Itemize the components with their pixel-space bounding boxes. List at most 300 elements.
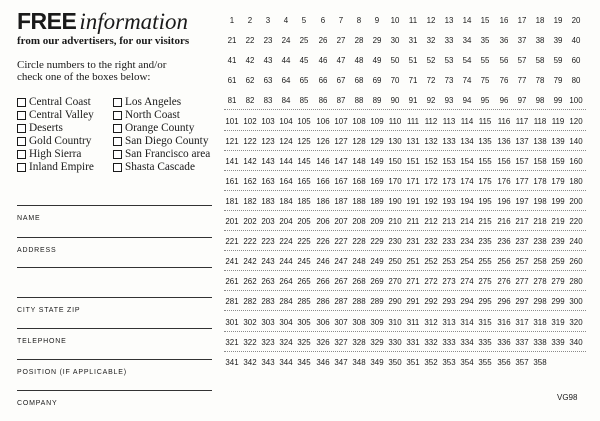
number-83[interactable]: 83 (263, 95, 273, 106)
number-196[interactable]: 196 (496, 195, 511, 206)
number-64[interactable]: 64 (281, 75, 291, 86)
number-146[interactable]: 146 (315, 155, 330, 166)
number-255[interactable]: 255 (478, 256, 492, 267)
number-175[interactable]: 175 (478, 175, 492, 186)
number-286[interactable]: 286 (315, 296, 330, 307)
number-149[interactable]: 149 (370, 155, 384, 166)
number-164[interactable]: 164 (279, 175, 293, 186)
number-94[interactable]: 94 (462, 95, 472, 106)
number-107[interactable]: 107 (333, 115, 348, 126)
number-12[interactable]: 12 (426, 15, 436, 25)
number-206[interactable]: 206 (315, 216, 330, 226)
number-114[interactable]: 114 (460, 115, 474, 126)
number-248[interactable]: 248 (352, 256, 366, 267)
number-157[interactable]: 157 (514, 155, 529, 166)
number-312[interactable]: 312 (424, 316, 438, 327)
number-274[interactable]: 274 (460, 276, 474, 287)
number-358[interactable]: 358 (533, 356, 547, 367)
number-275[interactable]: 275 (478, 276, 492, 287)
number-289[interactable]: 289 (370, 296, 384, 307)
number-162[interactable]: 162 (243, 175, 257, 186)
number-283[interactable]: 283 (261, 296, 275, 307)
number-62[interactable]: 62 (245, 75, 255, 86)
number-13[interactable]: 13 (444, 15, 454, 25)
number-323[interactable]: 323 (261, 336, 275, 347)
number-254[interactable]: 254 (460, 256, 474, 267)
number-208[interactable]: 208 (352, 216, 366, 226)
number-276[interactable]: 276 (496, 276, 511, 287)
number-219[interactable]: 219 (551, 216, 565, 226)
number-108[interactable]: 108 (352, 115, 366, 126)
number-63[interactable]: 63 (263, 75, 273, 86)
checkbox[interactable] (17, 124, 26, 133)
number-19[interactable]: 19 (553, 15, 563, 25)
checkbox[interactable] (113, 163, 122, 172)
number-143[interactable]: 143 (261, 155, 275, 166)
number-8[interactable]: 8 (356, 15, 361, 25)
number-193[interactable]: 193 (442, 195, 456, 206)
number-80[interactable]: 80 (571, 75, 581, 86)
number-47[interactable]: 47 (336, 55, 345, 66)
number-27[interactable]: 27 (336, 35, 345, 46)
number-187[interactable]: 187 (333, 195, 348, 206)
number-76[interactable]: 76 (499, 75, 508, 86)
number-152[interactable]: 152 (424, 155, 438, 166)
number-326[interactable]: 326 (315, 336, 330, 347)
number-291[interactable]: 291 (406, 296, 420, 307)
number-357[interactable]: 357 (514, 356, 529, 367)
number-131[interactable]: 131 (406, 135, 420, 146)
number-17[interactable]: 17 (517, 15, 526, 25)
number-212[interactable]: 212 (424, 216, 438, 226)
number-339[interactable]: 339 (551, 336, 565, 347)
number-320[interactable]: 320 (569, 316, 583, 327)
region-option[interactable] (113, 161, 195, 173)
number-239[interactable]: 239 (551, 236, 565, 247)
number-172[interactable]: 172 (424, 175, 438, 186)
number-259[interactable]: 259 (551, 256, 565, 267)
number-116[interactable]: 116 (497, 115, 510, 126)
number-120[interactable]: 120 (569, 115, 583, 126)
number-309[interactable]: 309 (370, 316, 384, 327)
number-222[interactable]: 222 (243, 236, 257, 247)
number-329[interactable]: 329 (370, 336, 384, 347)
number-355[interactable]: 355 (478, 356, 492, 367)
number-201[interactable]: 201 (225, 216, 239, 226)
number-141[interactable]: 141 (225, 155, 239, 166)
number-148[interactable]: 148 (352, 155, 366, 166)
number-242[interactable]: 242 (243, 256, 257, 267)
number-252[interactable]: 252 (424, 256, 438, 267)
number-53[interactable]: 53 (444, 55, 454, 66)
number-246[interactable]: 246 (315, 256, 330, 267)
number-267[interactable]: 267 (333, 276, 348, 287)
number-160[interactable]: 160 (569, 155, 583, 166)
number-124[interactable]: 124 (279, 135, 293, 146)
number-70[interactable]: 70 (390, 75, 400, 86)
number-282[interactable]: 282 (243, 296, 257, 307)
number-263[interactable]: 263 (261, 276, 275, 287)
number-151[interactable]: 151 (406, 155, 420, 166)
number-297[interactable]: 297 (514, 296, 529, 307)
number-340[interactable]: 340 (569, 336, 583, 347)
region-option[interactable] (113, 148, 210, 160)
number-213[interactable]: 213 (442, 216, 456, 226)
number-30[interactable]: 30 (390, 35, 400, 46)
number-281[interactable]: 281 (225, 296, 239, 307)
number-223[interactable]: 223 (261, 236, 275, 247)
region-option[interactable] (113, 96, 181, 108)
number-305[interactable]: 305 (297, 316, 311, 327)
number-139[interactable]: 139 (551, 135, 565, 146)
region-option[interactable] (113, 122, 194, 134)
number-181[interactable]: 181 (225, 195, 239, 206)
number-352[interactable]: 352 (424, 356, 438, 367)
number-257[interactable]: 257 (514, 256, 529, 267)
number-185[interactable]: 185 (297, 195, 311, 206)
number-244[interactable]: 244 (279, 256, 293, 267)
number-264[interactable]: 264 (279, 276, 293, 287)
number-345[interactable]: 345 (297, 356, 311, 367)
number-79[interactable]: 79 (553, 75, 563, 86)
region-option[interactable] (17, 96, 91, 108)
number-112[interactable]: 112 (424, 115, 438, 126)
number-207[interactable]: 207 (333, 216, 348, 226)
number-202[interactable]: 202 (243, 216, 257, 226)
number-247[interactable]: 247 (333, 256, 348, 267)
number-117[interactable]: 117 (515, 115, 528, 126)
number-69[interactable]: 69 (372, 75, 382, 86)
number-348[interactable]: 348 (352, 356, 366, 367)
number-125[interactable]: 125 (297, 135, 311, 146)
number-249[interactable]: 249 (370, 256, 384, 267)
checkbox[interactable] (113, 111, 122, 120)
number-288[interactable]: 288 (352, 296, 366, 307)
position-line[interactable] (17, 359, 212, 360)
number-155[interactable]: 155 (478, 155, 492, 166)
number-245[interactable]: 245 (297, 256, 311, 267)
number-165[interactable]: 165 (297, 175, 311, 186)
number-203[interactable]: 203 (261, 216, 275, 226)
number-228[interactable]: 228 (352, 236, 366, 247)
number-159[interactable]: 159 (551, 155, 565, 166)
number-91[interactable]: 91 (408, 95, 418, 106)
number-103[interactable]: 103 (261, 115, 275, 126)
number-60[interactable]: 60 (571, 55, 581, 66)
number-65[interactable]: 65 (299, 75, 309, 86)
number-216[interactable]: 216 (496, 216, 511, 226)
number-194[interactable]: 194 (460, 195, 474, 206)
number-229[interactable]: 229 (370, 236, 384, 247)
number-346[interactable]: 346 (315, 356, 330, 367)
checkbox[interactable] (17, 150, 26, 159)
name-line[interactable] (17, 205, 212, 206)
number-35[interactable]: 35 (480, 35, 490, 46)
number-251[interactable]: 251 (406, 256, 420, 267)
region-option[interactable] (17, 161, 94, 173)
number-2[interactable]: 2 (247, 15, 253, 25)
number-93[interactable]: 93 (444, 95, 454, 106)
number-169[interactable]: 169 (370, 175, 384, 186)
number-227[interactable]: 227 (333, 236, 348, 247)
number-158[interactable]: 158 (533, 155, 547, 166)
number-122[interactable]: 122 (243, 135, 257, 146)
number-240[interactable]: 240 (569, 236, 583, 247)
number-183[interactable]: 183 (261, 195, 275, 206)
number-36[interactable]: 36 (499, 35, 508, 46)
number-161[interactable]: 161 (225, 175, 239, 186)
number-334[interactable]: 334 (460, 336, 474, 347)
number-28[interactable]: 28 (354, 35, 364, 46)
number-337[interactable]: 337 (514, 336, 529, 347)
number-238[interactable]: 238 (533, 236, 547, 247)
number-304[interactable]: 304 (279, 316, 293, 327)
number-356[interactable]: 356 (496, 356, 511, 367)
number-98[interactable]: 98 (535, 95, 545, 106)
number-106[interactable]: 106 (315, 115, 330, 126)
number-237[interactable]: 237 (514, 236, 529, 247)
number-15[interactable]: 15 (480, 15, 490, 25)
number-34[interactable]: 34 (462, 35, 472, 46)
region-option[interactable] (17, 109, 94, 121)
number-351[interactable]: 351 (406, 356, 420, 367)
number-173[interactable]: 173 (442, 175, 456, 186)
number-39[interactable]: 39 (553, 35, 563, 46)
number-235[interactable]: 235 (478, 236, 492, 247)
number-236[interactable]: 236 (496, 236, 511, 247)
number-11[interactable]: 11 (408, 15, 418, 25)
number-241[interactable]: 241 (225, 256, 239, 267)
number-314[interactable]: 314 (460, 316, 474, 327)
number-189[interactable]: 189 (370, 195, 384, 206)
number-59[interactable]: 59 (553, 55, 563, 66)
number-198[interactable]: 198 (533, 195, 547, 206)
number-311[interactable]: 311 (406, 316, 420, 327)
number-38[interactable]: 38 (535, 35, 545, 46)
number-51[interactable]: 51 (408, 55, 418, 66)
number-86[interactable]: 86 (318, 95, 327, 106)
region-option[interactable] (113, 135, 208, 147)
number-29[interactable]: 29 (372, 35, 382, 46)
number-40[interactable]: 40 (571, 35, 581, 46)
number-104[interactable]: 104 (279, 115, 293, 126)
number-243[interactable]: 243 (261, 256, 275, 267)
number-188[interactable]: 188 (352, 195, 366, 206)
checkbox[interactable] (113, 137, 122, 146)
number-343[interactable]: 343 (261, 356, 275, 367)
number-68[interactable]: 68 (354, 75, 364, 86)
number-342[interactable]: 342 (243, 356, 257, 367)
number-167[interactable]: 167 (333, 175, 348, 186)
address-line[interactable] (17, 237, 212, 238)
number-115[interactable]: 115 (479, 115, 492, 126)
number-6[interactable]: 6 (320, 15, 325, 25)
number-325[interactable]: 325 (297, 336, 311, 347)
number-296[interactable]: 296 (496, 296, 511, 307)
number-134[interactable]: 134 (460, 135, 474, 146)
number-78[interactable]: 78 (535, 75, 545, 86)
number-271[interactable]: 271 (406, 276, 420, 287)
number-21[interactable]: 21 (227, 35, 237, 46)
number-25[interactable]: 25 (299, 35, 309, 46)
number-211[interactable]: 211 (406, 216, 420, 226)
number-66[interactable]: 66 (318, 75, 327, 86)
number-308[interactable]: 308 (352, 316, 366, 327)
number-184[interactable]: 184 (279, 195, 293, 206)
number-294[interactable]: 294 (460, 296, 474, 307)
number-182[interactable]: 182 (243, 195, 257, 206)
number-176[interactable]: 176 (496, 175, 511, 186)
number-163[interactable]: 163 (261, 175, 275, 186)
checkbox[interactable] (17, 98, 26, 107)
number-224[interactable]: 224 (279, 236, 293, 247)
number-177[interactable]: 177 (514, 175, 529, 186)
number-195[interactable]: 195 (478, 195, 492, 206)
number-97[interactable]: 97 (517, 95, 526, 106)
number-145[interactable]: 145 (297, 155, 311, 166)
number-89[interactable]: 89 (372, 95, 382, 106)
number-101[interactable]: 101 (225, 115, 239, 126)
number-142[interactable]: 142 (243, 155, 257, 166)
number-55[interactable]: 55 (480, 55, 490, 66)
number-3[interactable]: 3 (265, 15, 271, 25)
number-200[interactable]: 200 (569, 195, 583, 206)
number-336[interactable]: 336 (496, 336, 511, 347)
number-284[interactable]: 284 (279, 296, 293, 307)
number-292[interactable]: 292 (424, 296, 438, 307)
number-56[interactable]: 56 (499, 55, 508, 66)
number-215[interactable]: 215 (478, 216, 492, 226)
number-226[interactable]: 226 (315, 236, 330, 247)
number-191[interactable]: 191 (406, 195, 420, 206)
number-170[interactable]: 170 (388, 175, 402, 186)
number-52[interactable]: 52 (426, 55, 436, 66)
number-85[interactable]: 85 (299, 95, 309, 106)
number-127[interactable]: 127 (333, 135, 348, 146)
number-109[interactable]: 109 (370, 115, 384, 126)
number-322[interactable]: 322 (243, 336, 257, 347)
number-81[interactable]: 81 (227, 95, 237, 106)
number-307[interactable]: 307 (333, 316, 348, 327)
number-214[interactable]: 214 (460, 216, 474, 226)
number-221[interactable]: 221 (225, 236, 239, 247)
number-73[interactable]: 73 (444, 75, 454, 86)
number-20[interactable]: 20 (571, 15, 581, 25)
number-22[interactable]: 22 (245, 35, 255, 46)
number-331[interactable]: 331 (406, 336, 420, 347)
number-332[interactable]: 332 (424, 336, 438, 347)
number-260[interactable]: 260 (569, 256, 583, 267)
number-287[interactable]: 287 (333, 296, 348, 307)
number-319[interactable]: 319 (551, 316, 565, 327)
number-278[interactable]: 278 (533, 276, 547, 287)
number-133[interactable]: 133 (442, 135, 456, 146)
number-113[interactable]: 113 (442, 115, 456, 126)
checkbox[interactable] (17, 111, 26, 120)
number-300[interactable]: 300 (569, 296, 583, 307)
number-50[interactable]: 50 (390, 55, 400, 66)
number-302[interactable]: 302 (243, 316, 257, 327)
number-166[interactable]: 166 (315, 175, 330, 186)
number-54[interactable]: 54 (462, 55, 472, 66)
number-71[interactable]: 71 (408, 75, 418, 86)
number-273[interactable]: 273 (442, 276, 456, 287)
number-84[interactable]: 84 (281, 95, 291, 106)
number-279[interactable]: 279 (551, 276, 565, 287)
number-270[interactable]: 270 (388, 276, 402, 287)
number-61[interactable]: 61 (227, 75, 237, 86)
number-220[interactable]: 220 (569, 216, 583, 226)
number-266[interactable]: 266 (315, 276, 330, 287)
number-4[interactable]: 4 (284, 15, 289, 25)
number-72[interactable]: 72 (426, 75, 436, 86)
number-135[interactable]: 135 (478, 135, 492, 146)
number-67[interactable]: 67 (336, 75, 345, 86)
number-328[interactable]: 328 (352, 336, 366, 347)
region-option[interactable] (17, 135, 91, 147)
number-119[interactable]: 119 (551, 115, 565, 126)
number-121[interactable]: 121 (225, 135, 239, 146)
number-316[interactable]: 316 (496, 316, 511, 327)
city-state-zip-line[interactable] (17, 297, 212, 298)
number-347[interactable]: 347 (333, 356, 348, 367)
checkbox[interactable] (17, 163, 26, 172)
number-156[interactable]: 156 (496, 155, 511, 166)
number-192[interactable]: 192 (424, 195, 438, 206)
number-327[interactable]: 327 (333, 336, 348, 347)
number-41[interactable]: 41 (227, 55, 237, 66)
number-295[interactable]: 295 (478, 296, 492, 307)
number-354[interactable]: 354 (460, 356, 474, 367)
number-265[interactable]: 265 (297, 276, 311, 287)
number-233[interactable]: 233 (442, 236, 456, 247)
number-277[interactable]: 277 (514, 276, 529, 287)
number-290[interactable]: 290 (388, 296, 402, 307)
number-353[interactable]: 353 (442, 356, 456, 367)
number-57[interactable]: 57 (517, 55, 526, 66)
number-306[interactable]: 306 (315, 316, 330, 327)
number-58[interactable]: 58 (535, 55, 545, 66)
number-199[interactable]: 199 (551, 195, 565, 206)
number-301[interactable]: 301 (225, 316, 239, 327)
number-37[interactable]: 37 (517, 35, 526, 46)
number-280[interactable]: 280 (569, 276, 583, 287)
number-321[interactable]: 321 (225, 336, 239, 347)
number-14[interactable]: 14 (462, 15, 472, 25)
number-250[interactable]: 250 (388, 256, 402, 267)
number-217[interactable]: 217 (514, 216, 529, 226)
number-82[interactable]: 82 (245, 95, 255, 106)
number-140[interactable]: 140 (569, 135, 583, 146)
number-272[interactable]: 272 (424, 276, 438, 287)
number-128[interactable]: 128 (352, 135, 366, 146)
number-88[interactable]: 88 (354, 95, 364, 106)
number-44[interactable]: 44 (281, 55, 291, 66)
number-269[interactable]: 269 (370, 276, 384, 287)
number-126[interactable]: 126 (315, 135, 330, 146)
number-317[interactable]: 317 (514, 316, 529, 327)
number-153[interactable]: 153 (442, 155, 456, 166)
number-338[interactable]: 338 (533, 336, 547, 347)
number-330[interactable]: 330 (388, 336, 402, 347)
number-32[interactable]: 32 (426, 35, 436, 46)
number-303[interactable]: 303 (261, 316, 275, 327)
number-129[interactable]: 129 (370, 135, 384, 146)
number-168[interactable]: 168 (352, 175, 366, 186)
number-333[interactable]: 333 (442, 336, 456, 347)
number-110[interactable]: 110 (388, 115, 402, 126)
number-350[interactable]: 350 (388, 356, 402, 367)
